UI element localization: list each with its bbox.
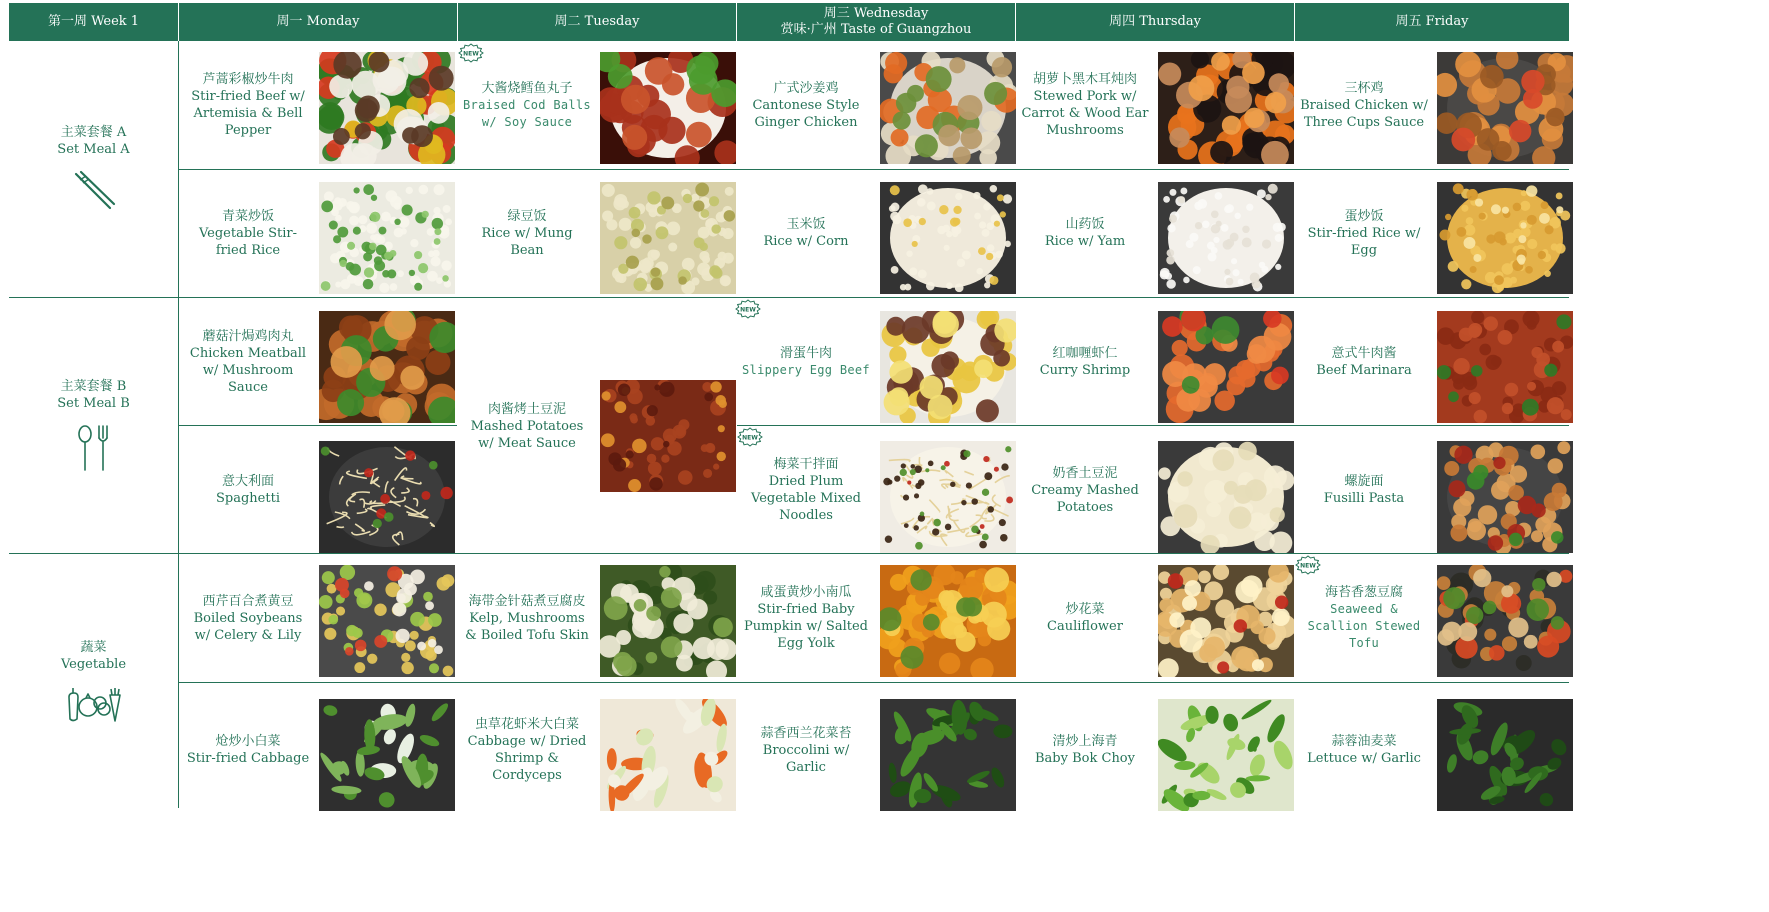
- category-zh: 主菜套餐 A: [60, 125, 127, 140]
- wednesday-theme: 赏味·广州 Taste of Guangzhou: [780, 22, 972, 37]
- dish-name-en: Stir-fried Cabbage: [186, 751, 310, 766]
- curry-shrimp-photo: [1158, 311, 1294, 423]
- egg-fried-rice-photo: [1437, 182, 1573, 294]
- friday-label: 周五 Friday: [1395, 14, 1469, 29]
- food-photo-art: [600, 565, 736, 677]
- svg-text:NEW: NEW: [740, 306, 756, 314]
- food-photo-art: [319, 311, 455, 423]
- dish-name-zh: 肉酱烤土豆泥: [487, 401, 566, 417]
- dish-label: [184, 710, 312, 790]
- dish-name-zh: 梅菜干拌面: [773, 457, 839, 472]
- week-label: 第一周 Week 1: [47, 14, 140, 29]
- food-photo-art: [880, 565, 1016, 677]
- beef-marinara-photo: [1437, 311, 1573, 423]
- food-photo-art: [880, 311, 1016, 423]
- food-photo-art: [1158, 565, 1294, 677]
- stewed-pork-photo: [1158, 52, 1294, 164]
- new-badge-icon: [737, 427, 763, 447]
- dish-name-en: Spaghetti: [216, 491, 280, 506]
- dish-label: [1300, 65, 1428, 145]
- dish-label: [1300, 193, 1428, 273]
- dish-label: [463, 710, 591, 790]
- mung-bean-rice-photo: [600, 182, 736, 294]
- dish-name-en: Broccolini w/ Garlic: [762, 742, 850, 775]
- food-photo-art: [319, 699, 455, 811]
- dish-label: [1021, 710, 1149, 790]
- vegetable-label: [9, 553, 178, 808]
- new-badge-icon: [735, 299, 761, 319]
- dish-label: [742, 65, 870, 145]
- category-en: Vegetable: [60, 656, 127, 672]
- dish-name-zh: 三杯鸡: [1344, 80, 1384, 96]
- food-photo-art: [1158, 441, 1294, 553]
- egg-beef-photo: [880, 311, 1016, 423]
- food-photo-art: [319, 565, 455, 677]
- thursday-header-cell: [1016, 3, 1294, 41]
- category-zh: 主菜套餐 B: [60, 379, 127, 394]
- dish-name-zh: 红咖喱虾仁: [1052, 346, 1118, 361]
- category-en: Set Meal B: [57, 396, 130, 411]
- dish-name-en: Stewed Pork w/ Carrot & Wood Ear Mushrooms: [1021, 89, 1149, 138]
- dish-name-en: Rice w/ Mung Bean: [481, 225, 573, 258]
- dish-name-zh: 虫草花虾米大白菜: [474, 717, 579, 732]
- tuesday-header-cell: [458, 3, 736, 41]
- food-photo-art: [1437, 311, 1573, 423]
- beef-pepper-photo: [319, 52, 455, 164]
- dish-name-zh: 大酱烧鳕鱼丸子: [481, 80, 573, 96]
- dish-name-en: Beef Marinara: [1316, 363, 1412, 378]
- dish-label: [1300, 450, 1428, 530]
- dish-name-en: Baby Bok Choy: [1035, 751, 1135, 766]
- dish-name-en: Kelp, Mushrooms & Boiled Tofu Skin: [465, 610, 589, 643]
- dish-label: [1300, 710, 1428, 790]
- svg-text:NEW: NEW: [1300, 562, 1316, 570]
- food-photo-art: [1158, 52, 1294, 164]
- dish-label: [1021, 322, 1149, 402]
- dish-label: [184, 322, 312, 402]
- dish-name-en: Stir-fried Rice w/ Egg: [1307, 225, 1421, 258]
- dish-label: [184, 65, 312, 145]
- lettuce-photo: [1437, 699, 1573, 811]
- friday-header-cell: [1295, 3, 1569, 41]
- dish-name-zh: 螺旋面: [1344, 474, 1384, 489]
- dish-label: [1300, 578, 1428, 658]
- food-photo-art: [319, 52, 455, 164]
- napa-shrimp-photo: [600, 699, 736, 811]
- dish-name-zh: 意大利面: [221, 474, 274, 489]
- dish-label: [184, 450, 312, 530]
- dish-name-en: Mashed Potatoes w/ Meat Sauce: [470, 418, 584, 451]
- tuesday-label: 周二 Tuesday: [554, 14, 640, 29]
- food-photo-art: [600, 52, 736, 164]
- dish-name-en: Cantonese Style Ginger Chicken: [752, 97, 860, 130]
- dish-name-en: Creamy Mashed Potatoes: [1031, 482, 1139, 515]
- dish-name-zh: 海带金针菇煮豆腐皮: [468, 593, 586, 609]
- dish-name-en: Stir-fried Baby Pumpkin w/ Salted Egg Yolk: [743, 602, 868, 651]
- yam-rice-photo: [1158, 182, 1294, 294]
- mashed-meat-sauce-photo: [600, 380, 736, 492]
- dish-name-zh: 炝炒小白菜: [215, 734, 281, 749]
- dish-name-en: Dried Plum Vegetable Mixed Noodles: [751, 474, 861, 523]
- dish-name-en: Curry Shrimp: [1039, 363, 1131, 378]
- dish-name-zh: 滑蛋牛肉: [779, 346, 832, 361]
- dish-name-zh: 玉米饭: [786, 217, 826, 232]
- dish-label: [742, 193, 870, 273]
- dish-name-zh: 蘑菇汁焗鸡肉丸: [202, 329, 294, 344]
- row-divider: [179, 425, 457, 426]
- row-divider: [179, 169, 1569, 170]
- dish-name-zh: 蛋炒饭: [1344, 208, 1384, 224]
- dish-label: [463, 65, 591, 145]
- dish-name-zh: 山药饭: [1065, 217, 1105, 232]
- spaghetti-photo: [319, 441, 455, 553]
- dish-name-zh: 咸蛋黄炒小南瓜: [760, 585, 852, 600]
- new-badge-icon: [1295, 555, 1321, 575]
- dish-label: [738, 450, 874, 530]
- dish-name-zh: 广式沙姜鸡: [773, 80, 839, 96]
- creamy-mash-photo: [1158, 441, 1294, 553]
- fusilli-photo: [1437, 441, 1573, 553]
- dish-name-zh: 蒜蓉油麦菜: [1331, 734, 1397, 749]
- dish-name-zh: 绿豆饭: [507, 208, 547, 224]
- category-en: Set Meal A: [57, 142, 130, 157]
- broccolini-photo: [880, 699, 1016, 811]
- dish-name-zh: 清炒上海青: [1052, 734, 1118, 749]
- corn-rice-photo: [880, 182, 1016, 294]
- pumpkin-photo: [880, 565, 1016, 677]
- ginger-chicken-photo: [880, 52, 1016, 164]
- food-photo-art: [600, 699, 736, 811]
- dish-label: [463, 193, 591, 273]
- svg-text:NEW: NEW: [463, 50, 479, 58]
- set-meal-b-label: [9, 297, 178, 553]
- food-photo-art: [1437, 699, 1573, 811]
- cauliflower-photo: [1158, 565, 1294, 677]
- dish-name-en: Boiled Soybeans w/ Celery & Lily: [193, 610, 303, 643]
- plum-noodles-photo: [880, 441, 1016, 553]
- dish-label: [736, 578, 876, 658]
- dish-name-zh: 意式牛肉酱: [1331, 346, 1397, 361]
- dish-name-en: Fusilli Pasta: [1323, 491, 1405, 506]
- dish-label: [184, 578, 312, 658]
- set-meal-a-label: [9, 41, 178, 297]
- dish-name-en: Cauliflower: [1047, 619, 1123, 634]
- dish-name-zh: 胡萝卜黑木耳炖肉: [1032, 72, 1137, 87]
- dish-label: [742, 710, 870, 790]
- dish-name-en: Braised Cod Balls w/ Soy Sauce: [463, 97, 591, 129]
- food-photo-art: [319, 441, 455, 553]
- dish-name-en: Braised Chicken w/ Three Cups Sauce: [1300, 97, 1428, 130]
- wednesday-label: 周三 Wednesday: [823, 6, 929, 21]
- week-header-cell: [9, 3, 178, 41]
- dish-name-zh: 蒜香西兰花菜苔: [760, 725, 852, 741]
- wednesday-header-cell: [737, 3, 1015, 41]
- dish-name-en: Rice w/ Yam: [1044, 234, 1126, 249]
- svg-text:NEW: NEW: [742, 434, 758, 442]
- food-photo-art: [880, 182, 1016, 294]
- dish-label: [1021, 578, 1149, 658]
- dish-name-en: Rice w/ Corn: [763, 234, 849, 249]
- veg-fried-rice-photo: [319, 182, 455, 294]
- row-divider: [9, 297, 1569, 298]
- dish-name-zh: 西芹百合煮黄豆: [202, 593, 294, 609]
- food-photo-art: [1437, 441, 1573, 553]
- dish-name-zh: 炒花菜: [1065, 602, 1105, 617]
- food-photo-art: [600, 182, 736, 294]
- food-photo-art: [880, 699, 1016, 811]
- dish-name-zh: 芦蒿彩椒炒牛肉: [202, 72, 294, 87]
- dish-label: [1021, 193, 1149, 273]
- dish-label: [1021, 450, 1149, 530]
- dish-name-en: Slippery Egg Beef: [742, 363, 870, 377]
- meatball-photo: [319, 311, 455, 423]
- dish-name-en: Lettuce w/ Garlic: [1307, 751, 1421, 766]
- row-divider: [179, 682, 1569, 683]
- dish-name-en: Stir-fried Beef w/ Artemisia & Bell Pepper: [191, 89, 305, 138]
- food-photo-art: [880, 441, 1016, 553]
- dish-label: [1300, 322, 1428, 402]
- dish-label: [463, 578, 591, 658]
- dish-label: [184, 193, 312, 273]
- food-photo-art: [1158, 311, 1294, 423]
- category-zh: 蔬菜: [80, 639, 107, 655]
- food-photo-art: [880, 52, 1016, 164]
- spoon-fork-icon: [76, 424, 112, 472]
- soybean-photo: [319, 565, 455, 677]
- monday-header-cell: [179, 3, 457, 41]
- kelp-photo: [600, 565, 736, 677]
- food-photo-art: [319, 182, 455, 294]
- row-divider: [737, 425, 1569, 426]
- cod-balls-photo: [600, 52, 736, 164]
- bok-choy-photo: [1158, 699, 1294, 811]
- dish-label: [1021, 65, 1149, 145]
- tofu-photo: [1437, 565, 1573, 677]
- dish-name-en: Vegetable Stir-fried Rice: [198, 225, 298, 258]
- food-photo-art: [1437, 52, 1573, 164]
- row-divider: [9, 553, 1569, 554]
- dish-label: [742, 322, 870, 402]
- dish-label: [463, 386, 591, 466]
- dish-name-zh: 青菜炒饭: [221, 208, 274, 224]
- dish-name-en: Seaweed & Scallion Stewed Tofu: [1307, 602, 1421, 650]
- food-photo-art: [1158, 699, 1294, 811]
- chopsticks-icon: [72, 170, 116, 214]
- three-cup-chicken-photo: [1437, 52, 1573, 164]
- dish-name-zh: 海苔香葱豆腐: [1324, 585, 1403, 600]
- food-photo-art: [1158, 182, 1294, 294]
- dish-name-zh: 奶香土豆泥: [1052, 465, 1118, 481]
- vegetables-icon: [66, 685, 122, 723]
- food-photo-art: [600, 380, 736, 492]
- dish-name-en: Cabbage w/ Dried Shrimp & Cordyceps: [467, 734, 587, 783]
- new-badge-icon: [458, 43, 484, 63]
- food-photo-art: [1437, 182, 1573, 294]
- thursday-label: 周四 Thursday: [1109, 14, 1201, 29]
- food-photo-art: [1437, 565, 1573, 677]
- monday-label: 周一 Monday: [276, 14, 360, 29]
- dish-name-en: Chicken Meatball w/ Mushroom Sauce: [189, 346, 307, 395]
- cabbage-photo: [319, 699, 455, 811]
